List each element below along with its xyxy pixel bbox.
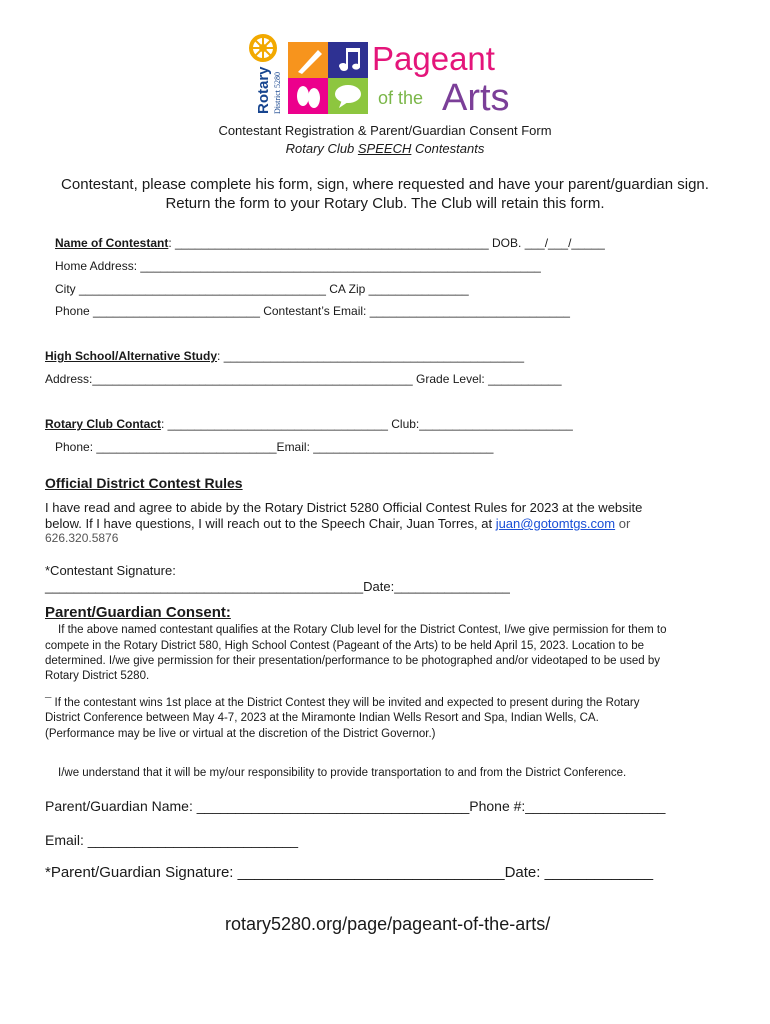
contestant-name-label: Name of Contestant [55,236,169,250]
instructions-line-2: Return the form to your Rotary Club. The Club will retain this form. [165,195,605,212]
school-row[interactable] [45,349,524,363]
phone-email-field[interactable]: Phone _________________________ Contestant’s Email: ______________________________ [55,304,570,318]
consent-p1-line-4: Rotary District 5280. [45,670,150,682]
consent-heading: Parent/Guardian Consent: [45,604,231,621]
rules-line-2 [45,516,630,531]
speech-chair-email-link[interactable]: juan@gotomtgs.com [495,516,616,531]
tile-orange [288,42,328,78]
footer-url[interactable]: rotary5280.org/page/pageant-of-the-arts/ [225,914,551,934]
speech-chair-phone: 626.320.5876 [45,531,119,545]
club-phone-email-field[interactable]: Phone: ___________________________Email: ___________________________ [55,440,494,454]
consent-p2-line-3: (Performance may be live or virtual at the discretion of the District Governor.) [45,728,436,740]
pageant-word: Pageant [372,40,495,77]
school-label: High School/Alternative Study [45,349,218,363]
form-title: Contestant Registration & Parent/Guardian Consent Form [218,123,552,138]
instructions-line-1: Contestant, please complete his form, sign, where requested and have your parent/guardian sign. [61,176,709,193]
consent-p1-line-2: compete in the Rotary District 580, High School Contest (Pageant of the Arts) to be held April 15, 2023. Location to be [45,640,644,652]
consent-p1-line-1: If the above named contestant qualifies at the Rotary Club level for the District Contest, I/we give permission for them to [58,624,667,636]
guardian-signature-field[interactable]: *Parent/Guardian Signature: ________________________________Date: _____________ [45,864,654,881]
pageant-of-the-arts-logo [246,34,526,116]
logo-graphic [246,34,526,116]
rules-line-1: I have read and agree to abide by the Rotary District 5280 Official Contest Rules for 2023 at the website [45,500,643,515]
home-address-field[interactable]: Home Address: ____________________________________________________________ [55,259,541,273]
city-zip-field[interactable]: City _____________________________________ CA Zip _______________ [55,282,469,296]
subtitle-suffix: Contestants [411,141,485,156]
contestant-name-field[interactable]: : _______________________________________________ DOB. ___/___/_____ [168,236,605,250]
club-contact-row[interactable] [45,417,573,431]
district-word: District 5280 [273,72,282,114]
consent-p1-line-3: determined. I/we give permission for their presentation/performance to be photographed and/or videotaped to be used by [45,655,660,667]
of-the-word: of the [378,88,424,108]
contestant-name-row[interactable] [55,236,605,250]
contestant-signature-field[interactable]: ____________________________________________Date:________________ [45,579,510,594]
guardian-email-field[interactable]: Email: ___________________________ [45,832,299,848]
subtitle-prefix: Rotary Club [285,141,358,156]
guardian-name-phone-field[interactable]: Parent/Guardian Name: ___________________________________Phone #:__________________ [45,798,666,814]
club-contact-label: Rotary Club Contact [45,417,162,431]
consent-p2-line-2: District Conference between May 4-7, 2023 at the Miramonte Indian Wells Resort and Spa, Indian Wells, CA. [45,712,599,724]
rules-line-2-text: below. If I have questions, I will reach out to the Speech Chair, Juan Torres, at [45,516,496,531]
contestant-signature-label: *Contestant Signature: [45,563,176,578]
rules-heading: Official District Contest Rules [45,475,243,491]
consent-p2-line-1: ¯ If the contestant wins 1st place at the District Contest they will be invited and expected to present during the Rotary [45,697,640,709]
school-address-field[interactable]: Address:________________________________________________ Grade Level: ___________ [45,372,562,386]
rotary-word: Rotary [255,66,272,114]
rotary-wheel-icon [251,36,275,60]
consent-p3: I/we understand that it will be my/our responsibility to provide transportation to and from the District Conference. [58,767,627,779]
school-field[interactable]: : _____________________________________________ [217,349,525,363]
club-contact-field[interactable]: : _________________________________ Club:_______________________ [161,417,573,431]
rules-or: or [615,516,631,531]
form-subtitle [0,141,770,156]
arts-word: Arts [442,77,510,116]
subtitle-speech: SPEECH [357,141,412,156]
